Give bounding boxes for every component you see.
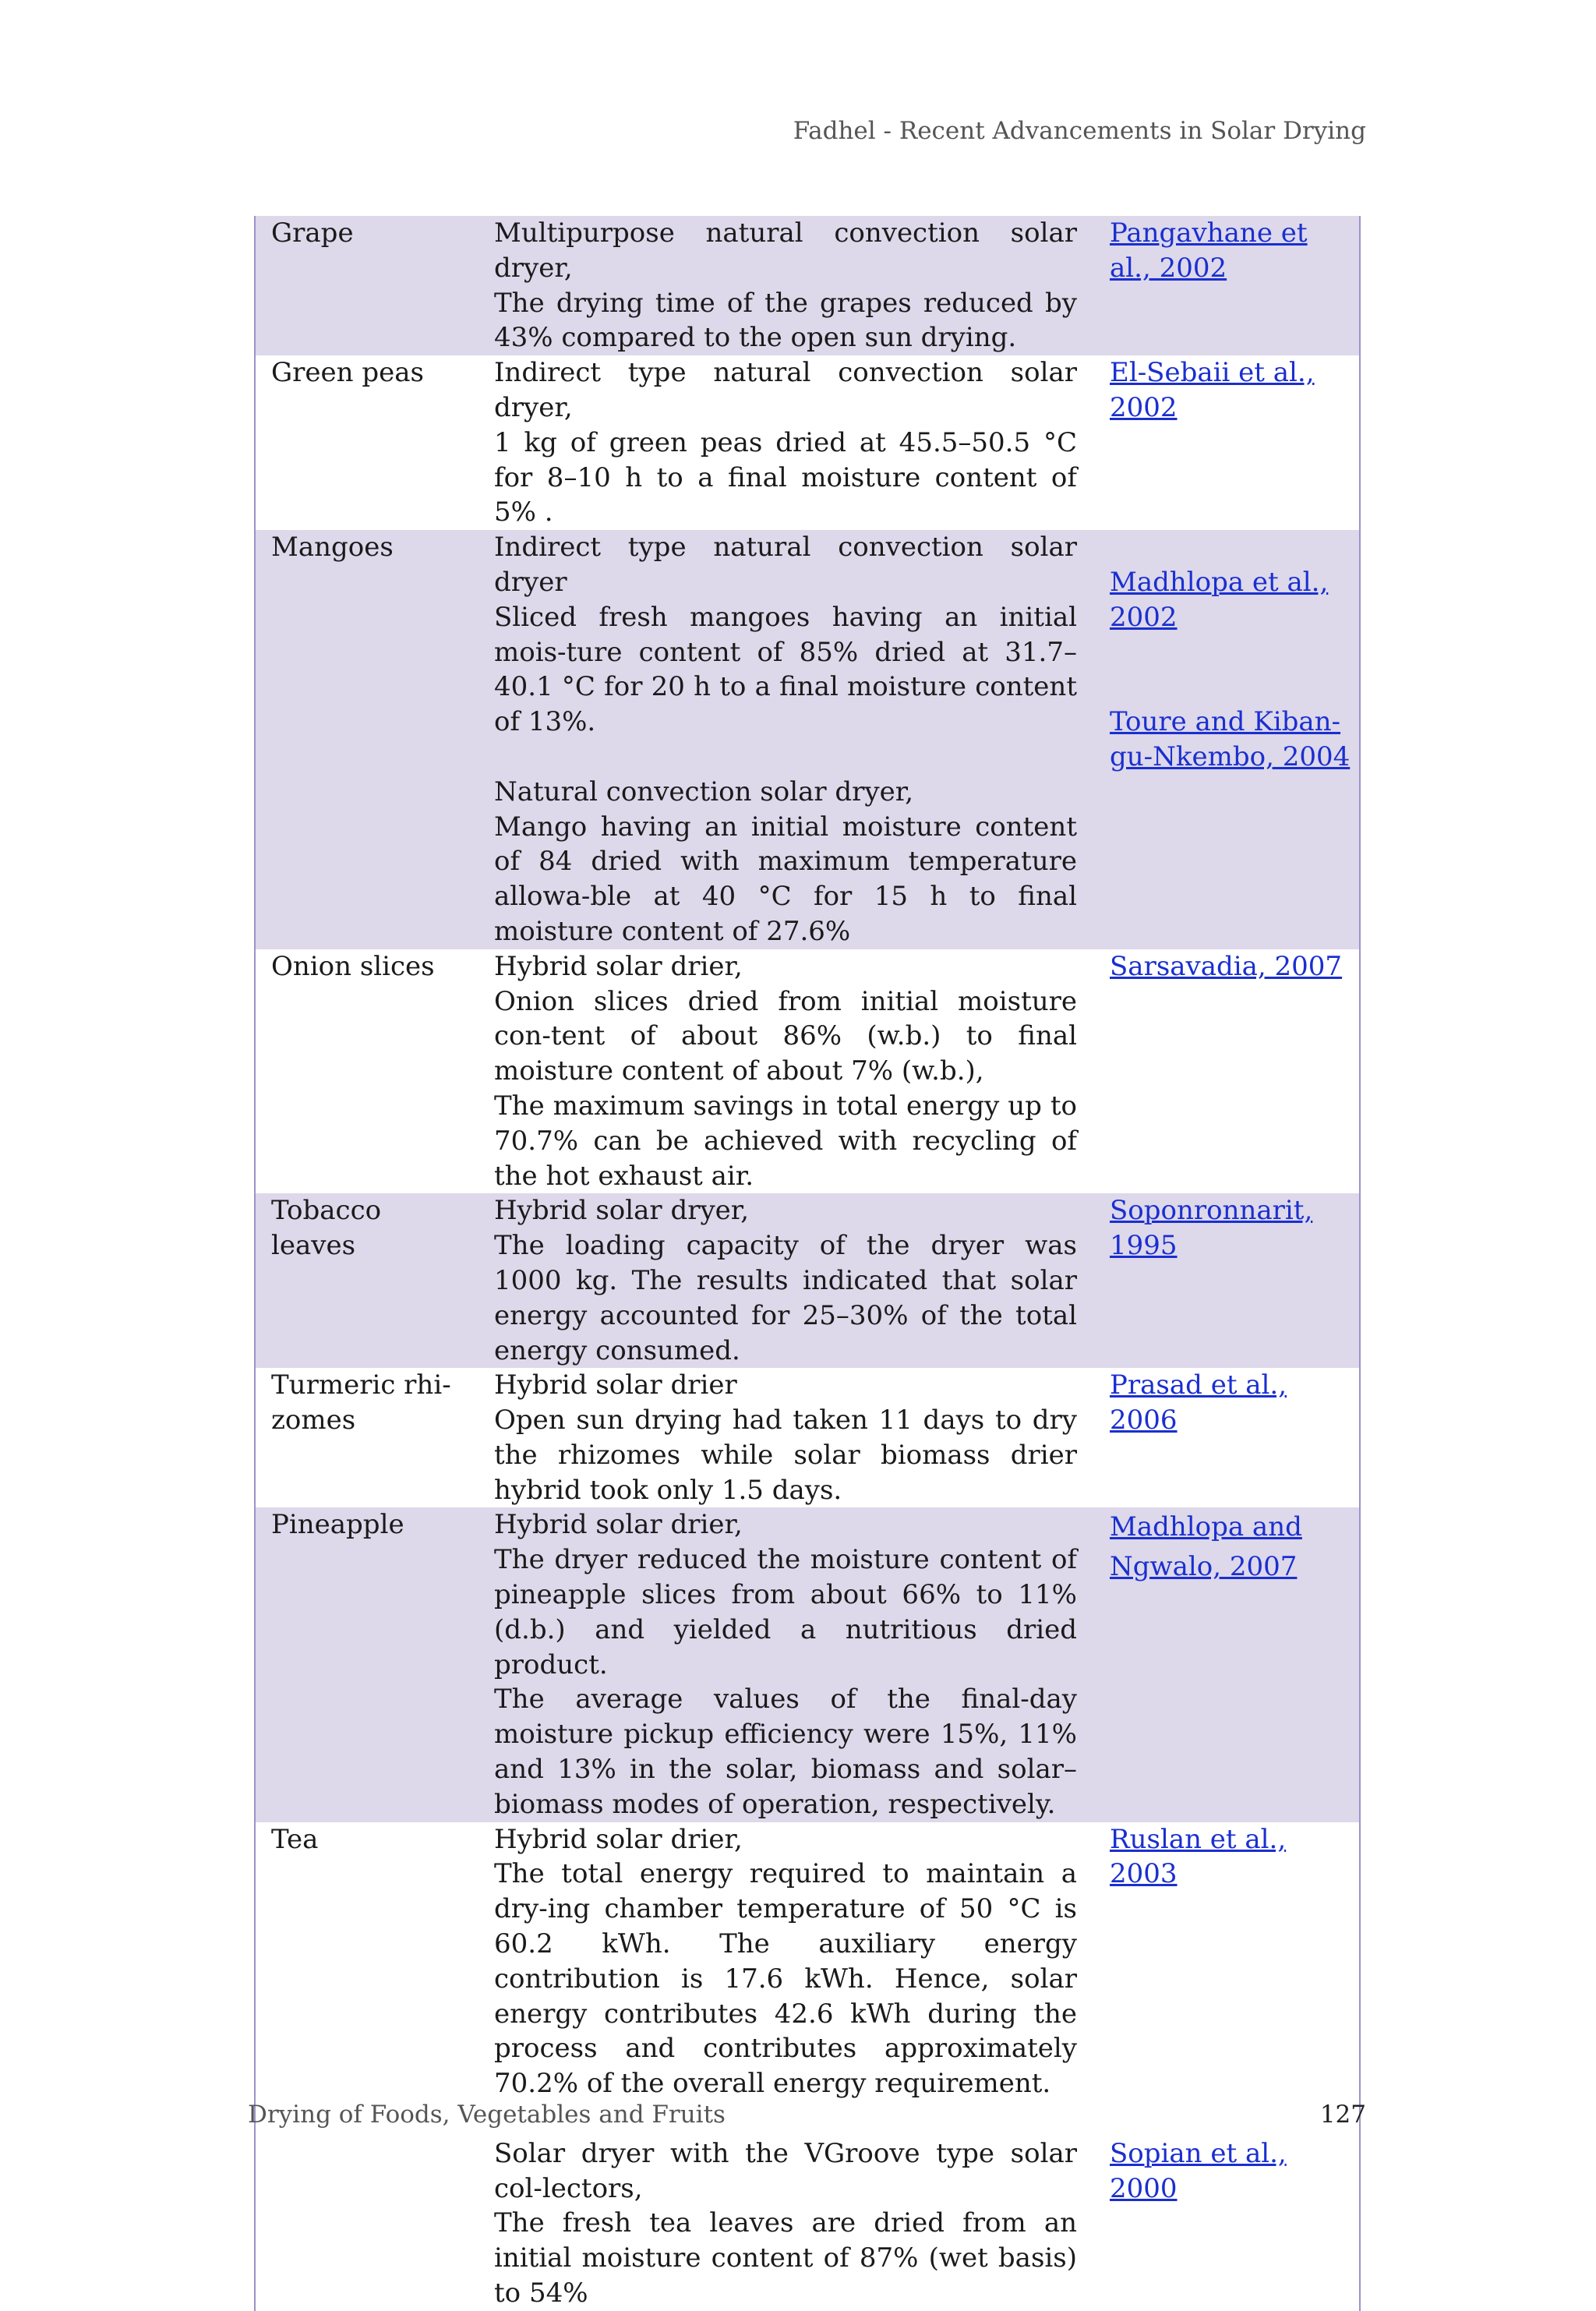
reference-link[interactable]: El-Sebaii et al., 2002 <box>1110 357 1315 423</box>
description-line: Natural convection solar dryer, <box>494 776 914 807</box>
description-line: Mango having an initial moisture content of 84 dried with maximum temperature allowa-ble at 40 °C for 15 h to final moisture content of 27.6% <box>494 811 1077 947</box>
reference-link[interactable]: Pangavhane et al., 2002 <box>1110 217 1308 284</box>
reference-cell <box>1094 1507 1359 1822</box>
description-cell <box>482 1368 1094 1507</box>
description-line: Onion slices dried from initial moisture con-tent of about 86% (w.b.) to final moisture content of about 7% (w.b.), <box>494 985 1077 1087</box>
product-cell: Onion slices <box>256 949 482 1194</box>
description-line: Hybrid solar dryer, <box>494 1195 750 1227</box>
reference-link[interactable]: Sopian et al., 2000 <box>1110 2137 1287 2204</box>
description-line: Solar dryer with the VGroove type solar col-lectors, <box>494 2137 1077 2204</box>
reference-link[interactable]: Sarsavadia, 2007 <box>1110 950 1343 982</box>
reference-cell <box>1094 355 1359 530</box>
running-footer-title: Drying of Foods, Vegetables and Fruits <box>248 2101 726 2129</box>
reference-gap <box>1110 1927 1351 1962</box>
reference-link[interactable]: Prasad et al., 2006 <box>1110 1369 1287 1436</box>
results-table <box>256 216 1359 2311</box>
reference-gap <box>1110 2031 1351 2066</box>
reference-cell <box>1094 530 1359 949</box>
description-cell <box>482 530 1094 949</box>
reference-gap <box>1110 2066 1351 2101</box>
reference-gap <box>1110 2101 1351 2136</box>
page-number: 127 <box>1319 2101 1366 2129</box>
description-line: Hybrid solar drier <box>494 1369 737 1401</box>
description-line: Indirect type natural convection solar dryer <box>494 532 1077 598</box>
solar-dryer-table <box>254 216 1361 2311</box>
reference-link[interactable]: Madhlopa et al., 2002 <box>1110 566 1329 633</box>
description-line: The average values of the final-day moisture pickup efficiency were 15%, 11% and 13% in the solar, biomass and solar–biomass modes of operation, respectively. <box>494 1684 1077 1820</box>
reference-gap <box>1110 1962 1351 1997</box>
product-cell: Tea <box>256 1822 482 2311</box>
reference-cell <box>1094 1822 1359 2311</box>
description-cell <box>482 949 1094 1194</box>
reference-gap <box>1110 635 1351 670</box>
product-cell: Mangoes <box>256 530 482 949</box>
description-cell <box>482 1193 1094 1368</box>
table-row <box>256 1368 1359 1507</box>
description-line: Multipurpose natural convection solar dryer, <box>494 217 1077 284</box>
reference-link[interactable]: Ruslan et al., 2003 <box>1110 1823 1287 1890</box>
product-cell: Green peas <box>256 355 482 530</box>
description-cell <box>482 1507 1094 1822</box>
reference-gap <box>1110 1997 1351 2032</box>
table-row <box>256 1822 1359 2311</box>
reference-link[interactable]: Madhlopa and Ngwalo, 2007 <box>1110 1511 1302 1583</box>
table-row <box>256 949 1359 1194</box>
description-line: Hybrid solar drier, <box>494 1823 743 1855</box>
reference-link[interactable]: Toure and Kiban-gu-Nkembo, 2004 <box>1110 706 1351 772</box>
reference-gap <box>1110 1892 1351 1927</box>
description-line: Hybrid solar drier, <box>494 1509 743 1541</box>
reference-cell <box>1094 1193 1359 1368</box>
description-line: 1 kg of green peas dried at 45.5–50.5 °C for 8–10 h to a final moisture content of 5% . <box>494 426 1077 528</box>
product-cell: Tobacco leaves <box>256 1193 482 1368</box>
reference-link[interactable]: Soponronnarit, 1995 <box>1110 1195 1313 1262</box>
description-line: Hybrid solar drier, <box>494 950 743 982</box>
description-line: The total energy required to maintain a dry-ing chamber temperature of 50 °C is 60.2 kWh. The auxiliary energy contribution is 17.6 kWh. Hence, solar energy contributes 42.6 kWh during the process and contributes approximately 70.2% of the overall energy requirement. <box>494 1858 1077 2100</box>
description-line: The maximum savings in total energy up to 70.7% can be achieved with recycling of the hot exhaust air. <box>494 1090 1077 1192</box>
product-cell: Grape <box>256 216 482 355</box>
reference-cell <box>1094 216 1359 355</box>
table-row <box>256 1507 1359 1822</box>
table-row <box>256 216 1359 355</box>
description-line: Open sun drying had taken 11 days to dry the rhizomes while solar biomass drier hybrid took only 1.5 days. <box>494 1405 1077 1506</box>
reference-gap <box>1110 530 1351 565</box>
running-header: Fadhel - Recent Advancements in Solar Drying <box>793 117 1366 145</box>
description-line: The dryer reduced the moisture content of pineapple slices from about 66% to 11% (d.b.) and yielded a nutritious dried product. <box>494 1544 1077 1680</box>
paragraph-gap <box>494 740 1077 775</box>
reference-cell <box>1094 949 1359 1194</box>
table-row <box>256 355 1359 530</box>
reference-cell <box>1094 1368 1359 1507</box>
description-line: The loading capacity of the dryer was 1000 kg. The results indicated that solar energy accounted for 25–30% of the total energy consumed. <box>494 1230 1077 1366</box>
description-cell <box>482 216 1094 355</box>
description-cell <box>482 355 1094 530</box>
reference-gap <box>1110 670 1351 705</box>
description-line: Indirect type natural convection solar dryer, <box>494 357 1077 423</box>
description-line: The drying time of the grapes reduced by 43% compared to the open sun drying. <box>494 287 1077 354</box>
product-cell: Turmeric rhi-zomes <box>256 1368 482 1507</box>
description-cell <box>482 1822 1094 2311</box>
table-row <box>256 530 1359 949</box>
description-line: The fresh tea leaves are dried from an initial moisture content of 87% (wet basis) to 54% <box>494 2207 1077 2309</box>
description-line: Sliced fresh mangoes having an initial mois-ture content of 85% dried at 31.7–40.1 °C for 20 h to a final moisture content of 13%. <box>494 601 1077 738</box>
product-cell: Pineapple <box>256 1507 482 1822</box>
table-row <box>256 1193 1359 1368</box>
